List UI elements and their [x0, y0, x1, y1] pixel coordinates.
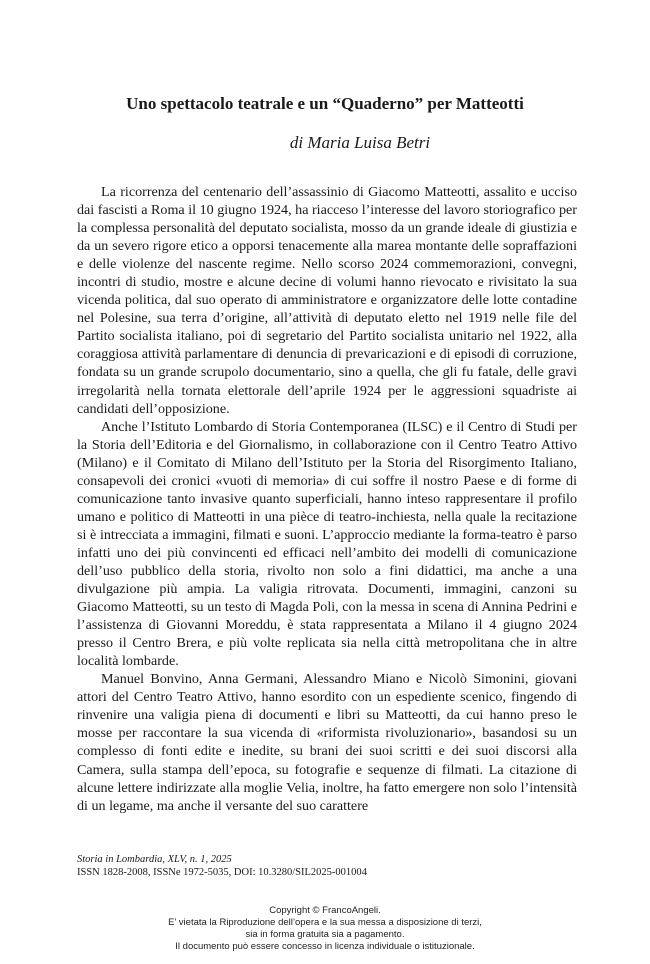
- body-paragraph: Manuel Bonvino, Anna Germani, Alessandro Miano e Nicolò Simonini, giovani attori del Centro Teatro Attivo, hanno esordito con un espediente scenico, fingendo di rinvenire una valigia piena di documenti e libri su Matteotti, da cui hanno preso le mosse per raccontare la sua vicenda di «riformista rivoluzionario», basandosi su un complesso di fonti edite e inedite, su brani dei suoi scritti e dei suoi discorsi alla Camera, sulla stampa dell’epoca, su fotografie e sequenze di filmati. La citazione di alcune lettere indirizzate alla moglie Velia, inoltre, ha fatto emergere non solo l’intensità di un legame, ma anche il versante del suo carattere: [77, 671, 577, 814]
- article-body: [77, 183, 577, 815]
- publication-info: [77, 853, 577, 879]
- copyright-line: E’ vietata la Riproduzione dell’opera e la sua messa a disposizione di terzi,: [168, 917, 482, 928]
- copyright-line: sia in forma gratuita sia a pagamento.: [245, 929, 405, 940]
- journal-citation: Storia in Lombardia, XLV, n. 1, 2025: [77, 854, 232, 865]
- body-paragraph: La ricorrenza del centenario dell’assassinio di Giacomo Matteotti, assalito e ucciso dai fascisti a Roma il 10 giugno 1924, ha riacceso l’interesse del lavoro storiografico per la complessa personalità del deputato socialista, mosso da un grande ideale di giustizia e da un severo rigore etico a opporsi tenacemente alla marea montante delle sopraffazioni e delle violenze del nascente regime. Nello scorso 2024 commemorazioni, convegni, incontri di studio, mostre e alcune decine di volumi hanno rievocato e rivisitato la sua vicenda politica, dal suo operato di amministratore e organizzatore delle lotte contadine nel Polesine, sua terra d’origine, all’attività di deputato eletto nel 1919 nelle file del Partito socialista italiano, poi di segretario del Partito socialista unitario nel 1922, alla coraggiosa attività parlamentare di denuncia di prevaricazioni e di episodi di corruzione, fondata su un grande scrupolo documentario, sino a quella, che gli fu fatale, delle gravi irregolarità nella tornata elettorale dell’aprile 1924 per le aggressioni squadriste ai candidati dell’opposizione.: [77, 184, 577, 417]
- article-title: Uno spettacolo teatrale e un “Quaderno” per Matteotti: [126, 94, 524, 113]
- copyright-line: Il documento può essere concesso in licenza individuale o istituzionale.: [175, 941, 475, 952]
- copyright-line: Copyright © FrancoAngeli.: [269, 905, 381, 916]
- copyright-notice: [0, 905, 650, 953]
- issn-doi: ISSN 1828-2008, ISSNe 1972-5035, DOI: 10.3280/SIL2025-001004: [77, 867, 367, 878]
- article-author: di Maria Luisa Betri: [289, 133, 431, 152]
- body-paragraph: Anche l’Istituto Lombardo di Storia Contemporanea (ILSC) e il Centro di Studi per la Storia dell’Editoria e del Giornalismo, in collaborazione con il Centro Teatro Attivo (Milano) e il Comitato di Milano dell’Istituto per la Storia del Risorgimento Italiano, consapevoli dei cronici «vuoti di memoria» di cui soffre il nostro Paese e di forme di comunicazione tanto invasive quanto superficiali, hanno inteso rappresentare il profilo umano e politico di Matteotti in una pièce di teatro-inchiesta, nella quale la recitazione si è intrecciata a immagini, filmati e suoni. L’approccio mediante la forma-teatro è parso infatti uno dei più convincenti ed efficaci nell’ambito dei modelli di comunicazione dell’uso pubblico della storia, rivolto non solo a fini didattici, ma anche a una divulgazione più ampia. La valigia ritrovata. Documenti, immagini, canzoni su Giacomo Matteotti, su un testo di Magda Poli, con la messa in scena di Annina Pedrini e l’assistenza di Giovanni Moreddu, è stata rappresentata a Milano il 4 giugno 2024 presso il Centro Brera, e più volte replicata sia nella città metropolitana che in altre località lombarde.: [77, 418, 577, 670]
